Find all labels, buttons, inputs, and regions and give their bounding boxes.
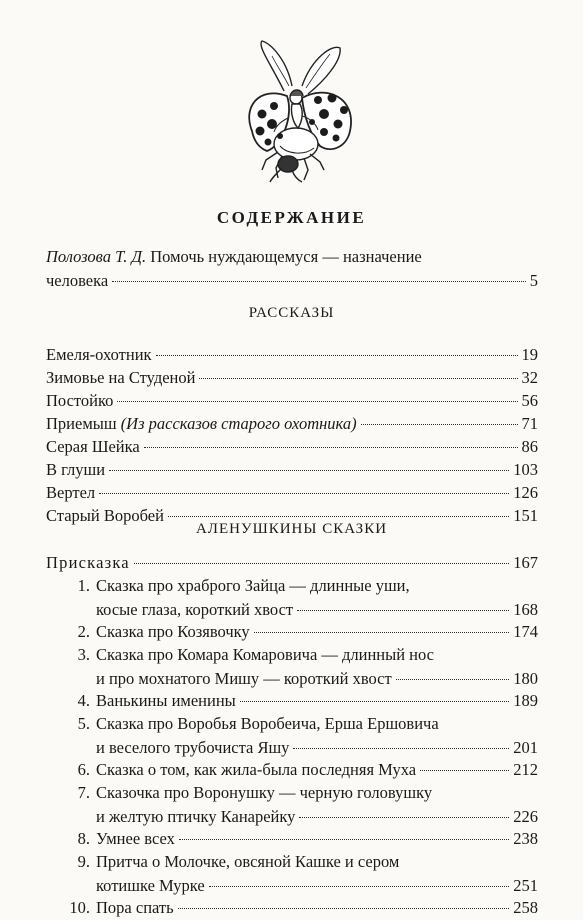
leader-dots bbox=[361, 423, 518, 425]
page-number: 19 bbox=[521, 345, 538, 364]
entry-title: Старый Воробей bbox=[46, 506, 164, 525]
entry-title: Серая Шейка bbox=[46, 437, 140, 456]
toc-entry bbox=[60, 758, 538, 782]
entry-title: Умнее всех bbox=[96, 829, 175, 848]
page-number: 151 bbox=[513, 506, 538, 525]
preface-title-line2: человека bbox=[46, 270, 109, 290]
leader-dots bbox=[178, 907, 510, 909]
page-number: 32 bbox=[521, 368, 538, 387]
leader-dots bbox=[199, 377, 517, 379]
entry-title: Присказка bbox=[46, 553, 130, 572]
entry-title: Зимовье на Студеной bbox=[46, 368, 196, 387]
entry-subtitle: (Из рассказов старого охотника) bbox=[120, 414, 357, 433]
page-number: 103 bbox=[513, 460, 538, 479]
toc-entry bbox=[46, 481, 538, 505]
leader-dots bbox=[254, 631, 510, 633]
page-number: 189 bbox=[513, 691, 538, 710]
entry-title-cont: и веселого трубочиста Яшу bbox=[96, 737, 290, 757]
entry-title: Сказка про Воробья Воробеича, Ерша Ершовича bbox=[96, 714, 439, 733]
leader-dots bbox=[299, 816, 509, 818]
page-number: 86 bbox=[521, 437, 538, 456]
page-number: 56 bbox=[521, 391, 538, 410]
leader-dots bbox=[168, 515, 509, 517]
page-number: 174 bbox=[513, 622, 538, 641]
leader-dots bbox=[240, 700, 510, 702]
page-number: 238 bbox=[513, 829, 538, 848]
entry-title-cont: и желтую птичку Канарейку bbox=[96, 806, 296, 826]
entry-title: Емеля-охотник bbox=[46, 345, 152, 364]
leader-dots bbox=[109, 469, 509, 471]
entry-title: Сказка про храброго Зайца — длинные уши, bbox=[96, 576, 410, 595]
page-number: 212 bbox=[513, 760, 538, 779]
toc-entry bbox=[60, 827, 538, 851]
entry-title: Пора спать bbox=[96, 898, 174, 917]
preface-author: Полозова Т. Д. bbox=[46, 247, 147, 266]
page-number: 5 bbox=[529, 270, 538, 290]
entry-title: Постойко bbox=[46, 391, 114, 410]
entry-number: 10. bbox=[69, 898, 90, 917]
entry-title: Сказка о том, как жила-была последняя Муха bbox=[96, 760, 417, 779]
leader-dots bbox=[112, 280, 526, 282]
toc-entry bbox=[60, 781, 538, 828]
leader-dots bbox=[134, 562, 509, 564]
toc-entry bbox=[60, 574, 538, 621]
entry-number: 9. bbox=[77, 852, 90, 871]
entry-number: 8. bbox=[77, 829, 90, 848]
toc-entry bbox=[60, 643, 538, 690]
leader-dots bbox=[144, 446, 518, 448]
toc-entry bbox=[46, 412, 538, 436]
entry-title: Сказочка про Воронушку — черную головушку bbox=[96, 783, 433, 802]
leader-dots bbox=[179, 838, 509, 840]
toc-entry bbox=[60, 712, 538, 759]
ladybug-fairy-illustration bbox=[232, 36, 362, 186]
entry-title: Приемыш bbox=[46, 414, 117, 433]
toc-entry bbox=[60, 850, 538, 897]
entry-title: Ванькины именины bbox=[96, 691, 236, 710]
leader-dots bbox=[156, 354, 518, 356]
entry-number: 1. bbox=[77, 576, 90, 595]
entry-title-cont: косые глаза, короткий хвост bbox=[96, 599, 294, 619]
entry-title: Сказка про Козявочку bbox=[96, 622, 250, 641]
leader-dots bbox=[209, 885, 510, 887]
toc-entry-preface bbox=[46, 245, 538, 292]
entry-number: 6. bbox=[77, 760, 90, 779]
entry-title: Сказка про Комара Комаровича — длинный нос bbox=[96, 645, 434, 664]
entry-title-cont: и про мохнатого Мишу — короткий хвост bbox=[96, 668, 392, 688]
page-number: 201 bbox=[513, 737, 538, 757]
entry-number: 4. bbox=[77, 691, 90, 710]
leader-dots bbox=[420, 769, 509, 771]
page-number: 168 bbox=[513, 599, 538, 619]
toc-entry bbox=[46, 458, 538, 482]
page-number: 180 bbox=[513, 668, 538, 688]
leader-dots bbox=[99, 492, 509, 494]
ladybug-illustration-icon bbox=[232, 36, 362, 186]
entry-number: 2. bbox=[77, 622, 90, 641]
entry-number: 7. bbox=[77, 783, 90, 802]
preface-title-line1: Помочь нуждающемуся — назначение bbox=[150, 247, 422, 266]
leader-dots bbox=[293, 747, 509, 749]
entry-title: Притча о Молочке, овсяной Кашке и сером bbox=[96, 852, 400, 871]
toc-title: СОДЕРЖАНИЕ bbox=[216, 208, 367, 227]
page-number: 258 bbox=[513, 898, 538, 917]
toc-entry bbox=[46, 343, 538, 367]
section-heading-alenushka-tales: АЛЕНУШКИНЫ СКАЗКИ bbox=[195, 521, 388, 537]
page-number: 71 bbox=[521, 414, 538, 433]
toc-entry-prelude bbox=[46, 551, 538, 575]
section-heading-stories: РАССКАЗЫ bbox=[248, 305, 335, 321]
page-number: 251 bbox=[513, 875, 538, 895]
leader-dots bbox=[396, 678, 510, 680]
leader-dots bbox=[297, 609, 509, 611]
entry-number: 3. bbox=[77, 645, 90, 664]
toc-entry bbox=[60, 689, 538, 713]
entry-title: Вертел bbox=[46, 483, 96, 502]
toc-entry bbox=[46, 389, 538, 413]
toc-entry bbox=[60, 620, 538, 644]
entry-title-cont: котишке Мурке bbox=[96, 875, 205, 895]
leader-dots bbox=[117, 400, 517, 402]
entry-title: В глуши bbox=[46, 460, 106, 479]
toc-entry bbox=[46, 366, 538, 390]
page-number: 126 bbox=[513, 483, 538, 502]
page-number: 226 bbox=[513, 806, 538, 826]
page-number: 167 bbox=[513, 553, 538, 572]
toc-entry bbox=[46, 435, 538, 459]
entry-number: 5. bbox=[77, 714, 90, 733]
